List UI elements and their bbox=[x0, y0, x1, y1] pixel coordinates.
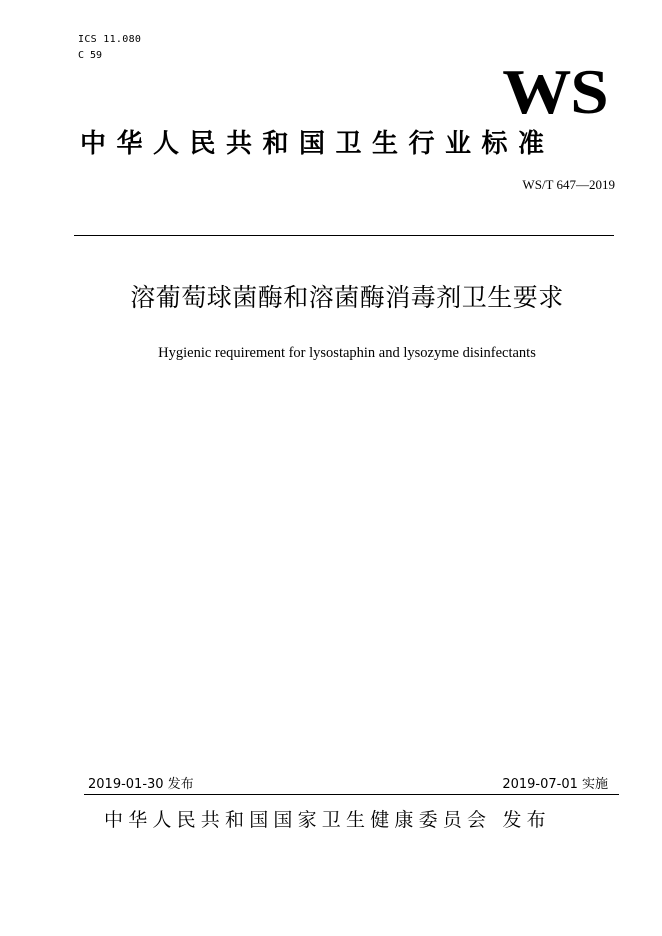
ics-code: ICS 11.080 bbox=[78, 34, 142, 45]
implement-date: 2019-07-01 实施 bbox=[502, 777, 608, 792]
standard-number: WS/T 647—2019 bbox=[522, 177, 615, 192]
organization-title: 中华人民共和国卫生行业标准 bbox=[80, 129, 555, 159]
ccs-code: C 59 bbox=[78, 50, 103, 61]
document-title-english: Hygienic requirement for lysostaphin and lysozyme disinfectants bbox=[158, 345, 536, 361]
issuing-authority: 中华人民共和国国家卫生健康委员会 发布 bbox=[104, 809, 551, 831]
publish-date: 2019-01-30 发布 bbox=[88, 777, 194, 792]
header-divider bbox=[74, 235, 614, 236]
document-title-chinese: 溶葡萄球菌酶和溶菌酶消毒剂卫生要求 bbox=[130, 283, 564, 312]
footer-divider bbox=[84, 794, 619, 795]
ws-logo: WS bbox=[502, 56, 608, 127]
